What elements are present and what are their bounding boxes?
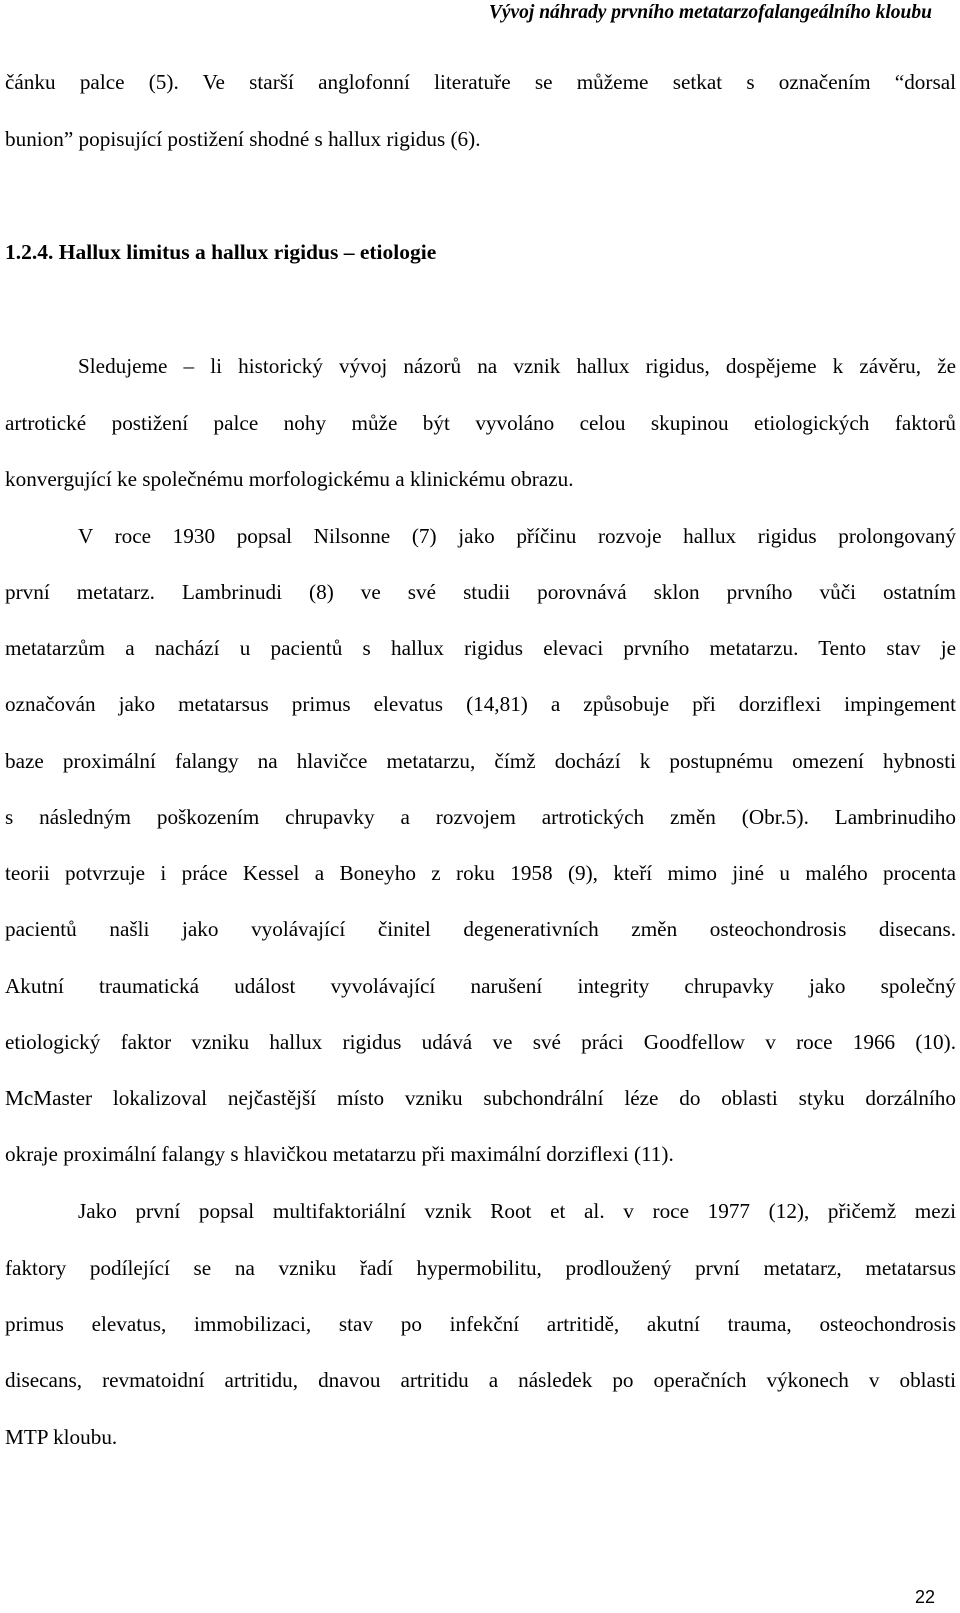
text-line: první metatarz. Lambrinudi (8) ve své studii porovnává sklon prvního vůči ostatním <box>5 580 956 604</box>
text-line: primus elevatus, immobilizaci, stav po infekční artritidě, akutní trauma, osteochondrosis <box>5 1312 956 1336</box>
text-line: konvergující ke společnému morfologickému a klinickému obrazu. <box>5 467 574 491</box>
text-line: pacientů našli jako vyolávající činitel degenerativních změn osteochondrosis disecans. <box>5 917 956 941</box>
text-line: teorii potvrzuje i práce Kessel a Boneyho z roku 1958 (9), kteří mimo jiné u malého procenta <box>5 861 956 885</box>
page-number: 22 <box>914 1587 935 1607</box>
text-line: MTP kloubu. <box>5 1425 118 1449</box>
text-line: Jako první popsal multifaktoriální vznik Root et al. v roce 1977 (12), přičemž mezi <box>78 1199 956 1223</box>
text-line: okraje proximální falangy s hlavičkou metatarzu při maximální dorziflexi (11). <box>5 1142 674 1166</box>
text-line: Akutní traumatická událost vyvolávající narušení integrity chrupavky jako společný <box>5 974 956 998</box>
text-line: V roce 1930 popsal Nilsonne (7) jako příčinu rozvoje hallux rigidus prolongovaný <box>78 524 956 548</box>
text-line: artrotické postižení palce nohy může být vyvoláno celou skupinou etiologických faktorů <box>5 411 956 435</box>
text-line: etiologický faktor vzniku hallux rigidus udává ve své práci Goodfellow v roce 1966 (10). <box>5 1030 956 1054</box>
text-line: bunion” popisující postižení shodné s hallux rigidus (6). <box>5 127 481 151</box>
section-heading: 1.2.4. Hallux limitus a hallux rigidus – etiologie <box>5 240 437 264</box>
text-line: Sledujeme – li historický vývoj názorů na vznik hallux rigidus, dospějeme k závěru, že <box>78 354 956 378</box>
text-line: faktory podílející se na vzniku řadí hypermobilitu, prodloužený první metatarz, metatarsus <box>5 1256 956 1280</box>
text-line: označován jako metatarsus primus elevatus (14,81) a způsobuje při dorziflexi impingement <box>5 692 956 716</box>
text-line: metatarzům a nachází u pacientů s hallux rigidus elevaci prvního metatarzu. Tento stav je <box>5 636 956 660</box>
text-line: McMaster lokalizoval nejčastější místo vzniku subchondrální léze do oblasti styku dorzálního <box>5 1086 956 1110</box>
running-header: Vývoj náhrady prvního metatarzofalangeálního kloubu <box>488 2 932 23</box>
text-line: disecans, revmatoidní artritidu, dnavou artritidu a následek po operačních výkonech v oblasti <box>5 1368 956 1392</box>
text-line: baze proximální falangy na hlavičce metatarzu, čímž dochází k postupnému omezení hybnosti <box>5 749 956 773</box>
text-line: s následným poškozením chrupavky a rozvojem artrotických změn (Obr.5). Lambrinudiho <box>5 805 956 829</box>
text-line: čánku palce (5). Ve starší anglofonní literatuře se můžeme setkat s označením “dorsal <box>5 70 956 94</box>
